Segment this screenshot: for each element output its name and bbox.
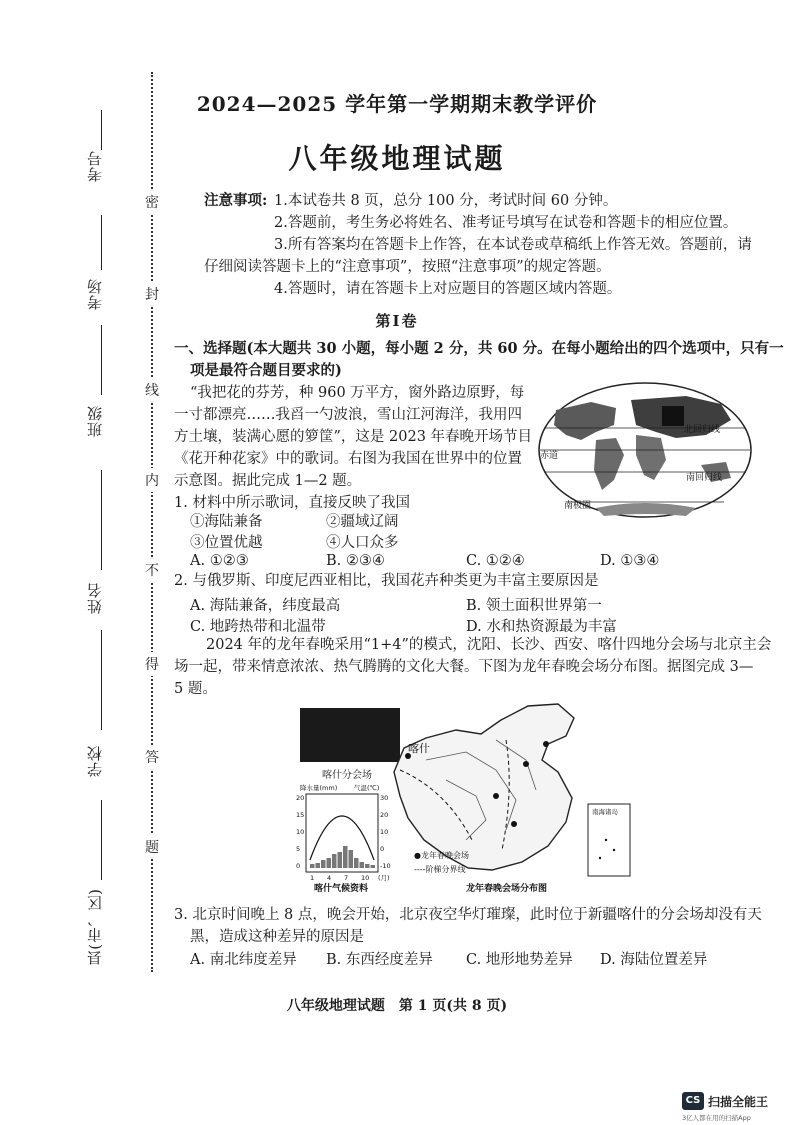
q2-option-c: C. 地跨热带和北温带 xyxy=(190,619,326,635)
passage2-line2: 场一起，带来情意浓浓、热气腾腾的文化大餐。下图为龙年春晚会场分布图。据图完成 3— xyxy=(174,659,754,675)
tropic-capricorn-label: 南回归线 xyxy=(686,473,723,483)
q1-option-a: A. ①②③ xyxy=(190,553,249,569)
month-tick-label: 1 xyxy=(310,874,315,882)
climate-left-axis-label: 降水量(mm) xyxy=(300,784,338,792)
climate-caption: 喀什气候资料 xyxy=(314,884,369,894)
nanhai-label: 南海诸岛 xyxy=(592,808,618,816)
class-blank xyxy=(101,325,102,395)
exam-room-blank xyxy=(101,215,102,270)
precip-tick-label: 10 xyxy=(296,828,305,836)
school-blank xyxy=(101,630,102,730)
seal-char-4: 内 xyxy=(145,468,159,492)
precip-bar xyxy=(327,858,332,868)
exam-no-label: 考号 xyxy=(86,150,104,182)
q3-option-c: C. 地形地势差异 xyxy=(466,952,573,968)
precip-bar xyxy=(349,850,354,868)
precip-tick-label: 15 xyxy=(296,811,305,819)
name-label: 姓名 xyxy=(86,582,104,614)
precip-bar xyxy=(316,863,321,868)
climate-right-axis-label: 气温(℃) xyxy=(354,784,380,792)
antarctic-circle-label: 南极圈 xyxy=(564,501,592,511)
q3-stem-line1: 3. 北京时间晚上 8 点，晚会开始，北京夜空华灯璀璨，此时位于新疆喀什的分会场却没有天 xyxy=(174,907,762,923)
temp-tick-label: 10 xyxy=(380,828,389,836)
precip-bar xyxy=(365,864,370,868)
q3-option-d: D. 海陆位置差异 xyxy=(600,952,708,968)
month-tick-label: (月) xyxy=(378,874,390,882)
scanner-logo-icon: CS xyxy=(682,1092,704,1110)
seal-char-2: 封 xyxy=(145,282,159,306)
passage1-line2: 一寸都漂亮……我舀一勺波浪，雪山江河海洋，我用四 xyxy=(174,407,522,423)
passage1-line1: “我把花的芬芳，种 960 万平方，窗外路边原野，每 xyxy=(190,385,525,401)
precip-bar xyxy=(343,846,348,868)
seal-char-7: 答 xyxy=(145,745,159,769)
notice-label: 注意事项: xyxy=(204,192,268,209)
notice-item-3b: 仔细阅读答题卡上的“注意事项”，按照“注意事项”的规定答题。 xyxy=(204,259,611,275)
q1-statement-3: ③位置优越 xyxy=(190,535,263,551)
legend-step-boundary: ----阶梯分界线 xyxy=(414,865,466,874)
q2-stem: 2. 与俄罗斯、印度尼西亚相比，我国花卉种类更为丰富主要原因是 xyxy=(174,573,599,589)
notice-item-1: 1.本试卷共 8 页，总分 100 分，考试时间 60 分钟。 xyxy=(274,193,618,209)
passage1-line4: 《花开种花家》中的歌词。右图为我国在世界中的位置 xyxy=(174,451,522,467)
precip-tick-label: 5 xyxy=(296,845,301,853)
temp-tick-label: 30 xyxy=(380,794,389,802)
seal-char-1: 密 xyxy=(145,190,159,214)
kashi-label: 喀什 xyxy=(408,742,430,755)
tropic-cancer-label: 北回归线 xyxy=(684,425,721,435)
month-tick-label: 4 xyxy=(327,874,332,882)
passage2-line3: 5 题。 xyxy=(174,681,217,697)
passage2-line1: 2024 年的龙年春晚采用“1+4”的模式，沈阳、长沙、西安、喀什四地分会场与北京主会 xyxy=(206,637,772,653)
exam-room-label: 考场 xyxy=(86,278,104,310)
q3-stem-line2: 黑，造成这种差异的原因是 xyxy=(190,929,364,945)
precip-bar xyxy=(321,860,326,868)
precip-bar xyxy=(338,852,343,868)
china-map-figure xyxy=(296,700,646,905)
scanner-brand: 扫描全能王 xyxy=(708,1095,769,1109)
q3-option-b: B. 东西经度差异 xyxy=(326,952,433,968)
temp-tick-label: 20 xyxy=(380,811,389,819)
q3-option-a: A. 南北纬度差异 xyxy=(190,952,297,968)
passage1-line3: 方土壤，装满心愿的箩筐”，这是 2023 年春晚开场节目 xyxy=(174,429,533,445)
precip-tick-label: 20 xyxy=(296,794,305,802)
q1-stem: 1. 材料中所示歌词，直接反映了我国 xyxy=(174,495,410,511)
seal-char-5: 不 xyxy=(145,558,159,582)
q1-option-b: B. ②③④ xyxy=(326,553,385,569)
volume-heading: 第Ⅰ卷 xyxy=(375,312,419,330)
month-tick-label: 10 xyxy=(361,874,370,882)
equator-label: 赤道 xyxy=(540,451,559,461)
q1-option-c: C. ①②④ xyxy=(466,553,525,569)
world-map-figure xyxy=(536,380,754,520)
map-caption: 龙年春晚会场分布图 xyxy=(466,884,548,894)
exam-title: 2024—2025 学年第一学期期末教学评价 xyxy=(196,92,598,116)
notice-item-4: 4.答题时，请在答题卡上对应题目的答题区域内答题。 xyxy=(274,281,622,297)
notice-item-2: 2.答题前，考生务必将姓名、准考证号填写在试卷和答题卡的相应位置。 xyxy=(274,215,738,231)
q1-statement-1: ①海陆兼备 xyxy=(190,514,263,530)
seal-char-8: 题 xyxy=(145,835,159,859)
precip-bar xyxy=(371,865,376,868)
scanner-slogan: 3亿人都在用的扫描App xyxy=(682,1114,751,1122)
q2-option-a: A. 海陆兼备，纬度最高 xyxy=(190,598,341,614)
q2-option-d: D. 水和热资源最为丰富 xyxy=(466,619,617,635)
passage1-line5: 示意图。据此完成 1—2 题。 xyxy=(174,473,362,489)
seal-char-3: 线 xyxy=(145,378,159,402)
notice-item-3a: 3.所有答案均在答题卡上作答，在本试卷或草稿纸上作答无效。答题前，请 xyxy=(274,237,752,253)
temp-tick-label: -10 xyxy=(380,862,391,870)
precip-bar xyxy=(360,862,365,868)
county-blank xyxy=(101,800,102,880)
county-label: 县(市、区) xyxy=(86,888,104,966)
q2-option-b: B. 领土面积世界第一 xyxy=(466,598,602,614)
subject-title: 八年级地理试题 xyxy=(288,142,506,175)
q1-statement-2: ②疆域辽阔 xyxy=(326,514,399,530)
class-label: 班级 xyxy=(86,405,104,437)
name-blank xyxy=(101,470,102,570)
q1-statement-4: ④人口众多 xyxy=(326,535,399,551)
photo-caption: 喀什分会场 xyxy=(322,770,372,781)
seal-char-6: 得 xyxy=(145,652,159,676)
precip-tick-label: 0 xyxy=(296,862,301,870)
section-heading-line2: 项是最符合题目要求的) xyxy=(190,362,342,379)
precip-bar xyxy=(310,864,315,868)
precip-bar xyxy=(354,858,359,868)
section-heading-line1: 一、选择题(本大题共 30 小题，每小题 2 分，共 60 分。在每小题给出的四个选项中，只有一 xyxy=(174,340,784,357)
month-tick-label: 7 xyxy=(344,874,349,882)
temp-tick-label: 0 xyxy=(380,845,385,853)
page-footer: 八年级地理试题 第 1 页(共 8 页) xyxy=(286,998,508,1014)
precip-bar xyxy=(332,854,337,868)
q1-option-d: D. ①③④ xyxy=(600,553,660,569)
school-label: 学校 xyxy=(86,745,104,777)
legend-venue: ●龙年春晚会场 xyxy=(414,851,469,860)
